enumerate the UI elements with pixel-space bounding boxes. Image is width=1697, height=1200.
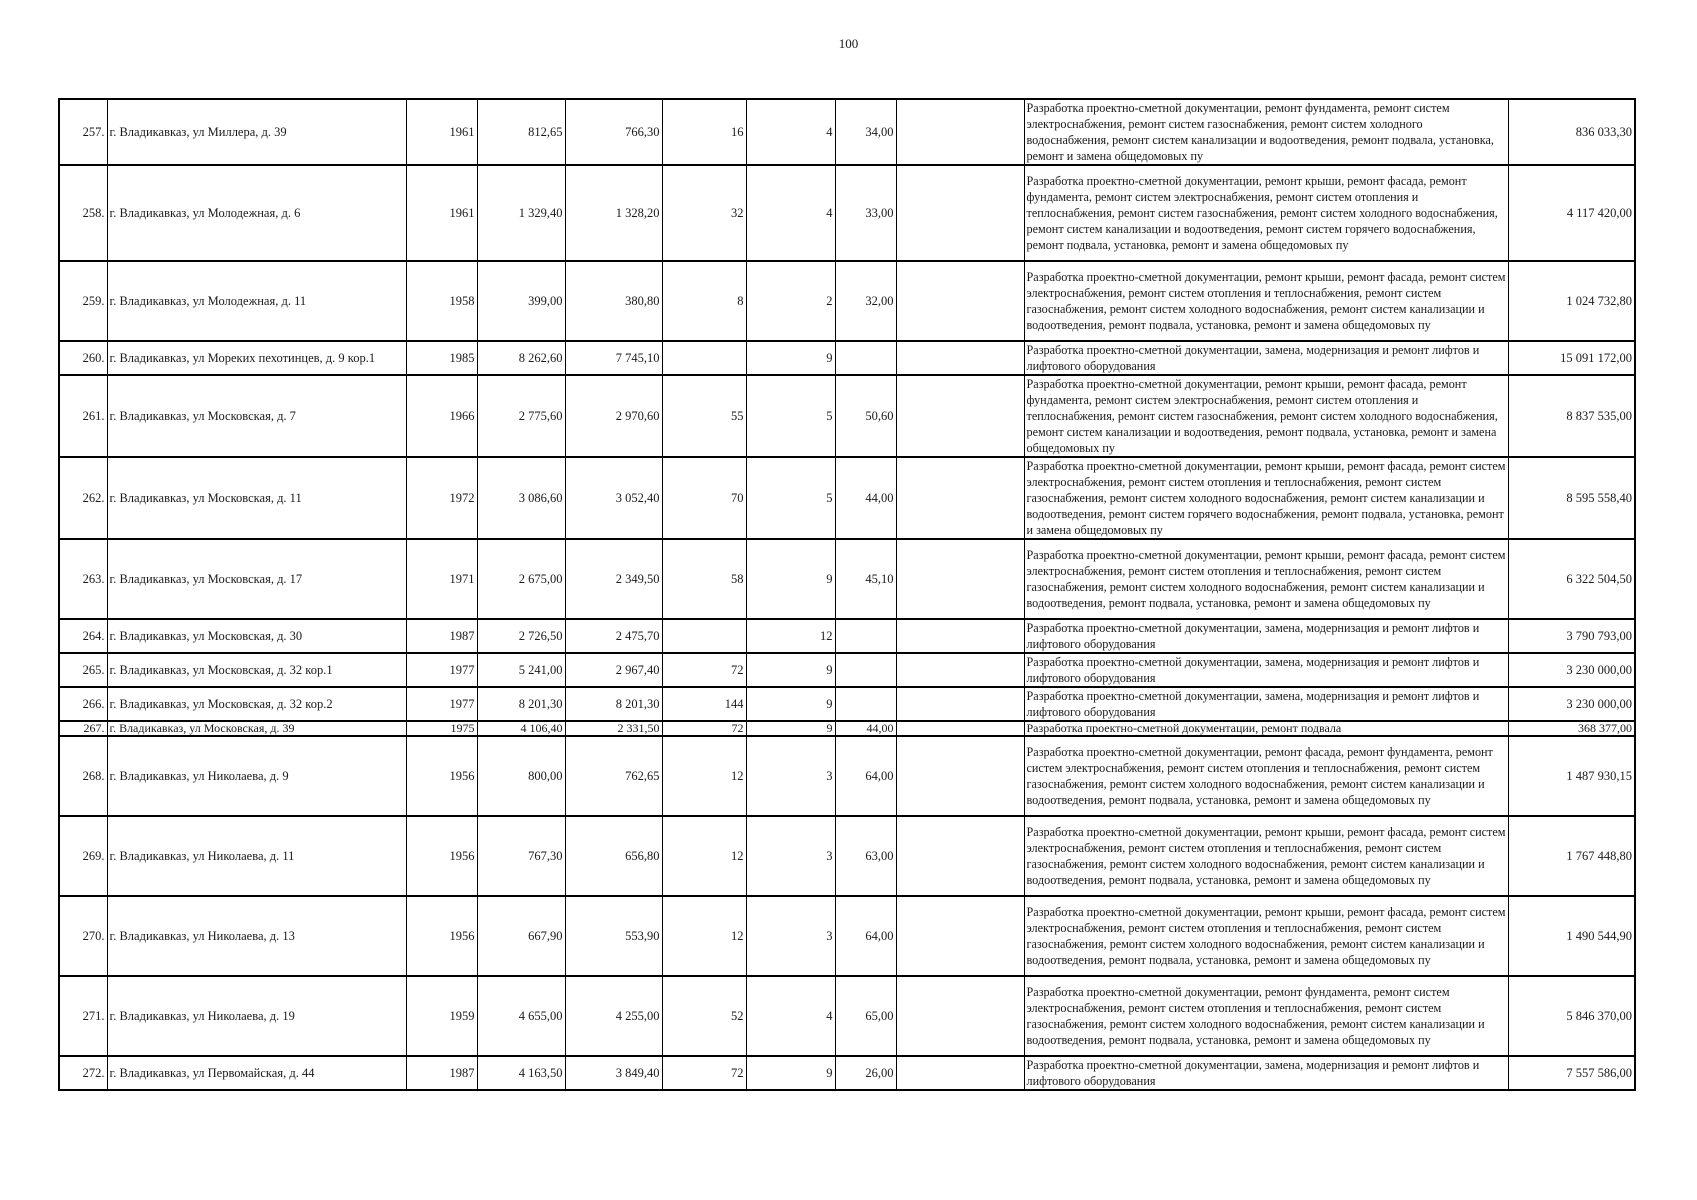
housing-repair-table: [58, 98, 1636, 1091]
floors-cell: 9: [746, 687, 835, 721]
extra-cell: [896, 976, 1024, 1056]
address-cell: г. Владикавказ, ул Московская, д. 39: [107, 721, 406, 736]
wear-cell: [835, 341, 896, 375]
wear-cell: [835, 653, 896, 687]
extra-cell: [896, 721, 1024, 736]
cost-cell: 1 767 448,80: [1508, 816, 1635, 896]
row-number: 265.: [59, 653, 107, 687]
floors-cell: 4: [746, 976, 835, 1056]
floors-cell: 9: [746, 1056, 835, 1090]
year-cell: 1977: [406, 687, 477, 721]
total-area-cell: 8 262,60: [477, 341, 565, 375]
cost-cell: 7 557 586,00: [1508, 1056, 1635, 1090]
wear-cell: 44,00: [835, 457, 896, 539]
floors-cell: 9: [746, 721, 835, 736]
extra-cell: [896, 619, 1024, 653]
total-area-cell: 2 775,60: [477, 375, 565, 457]
year-cell: 1966: [406, 375, 477, 457]
extra-cell: [896, 736, 1024, 816]
row-number: 269.: [59, 816, 107, 896]
works-cell: Разработка проектно-сметной документации, ремонт крыши, ремонт фасада, ремонт систем электроснабжения, ремонт систем отопления и теплоснабжения, ремонт систем газоснабжения, ремонт систем холодного водоснабжения, ремонт систем канализации и водоотведения, ремонт подвала, установка, ремонт и замена общедомовых пу: [1024, 896, 1508, 976]
address-cell: г. Владикавказ, ул Николаева, д. 9: [107, 736, 406, 816]
row-number: 262.: [59, 457, 107, 539]
extra-cell: [896, 165, 1024, 261]
floors-cell: 3: [746, 816, 835, 896]
row-number: 267.: [59, 721, 107, 736]
total-area-cell: 767,30: [477, 816, 565, 896]
works-cell: Разработка проектно-сметной документации, замена, модернизация и ремонт лифтов и лифтового оборудования: [1024, 619, 1508, 653]
row-number: 257.: [59, 99, 107, 165]
living-area-cell: 553,90: [565, 896, 662, 976]
year-cell: 1961: [406, 165, 477, 261]
total-area-cell: 812,65: [477, 99, 565, 165]
residents-cell: 16: [662, 99, 746, 165]
floors-cell: 3: [746, 896, 835, 976]
extra-cell: [896, 1056, 1024, 1090]
works-cell: Разработка проектно-сметной документации, ремонт фундамента, ремонт систем электроснабжения, ремонт систем отопления и теплоснабжения, ремонт систем газоснабжения, ремонт систем холодного водоснабжения, ремонт систем канализации и водоотведения, ремонт подвала, установка, ремонт и замена общедомовых пу: [1024, 976, 1508, 1056]
residents-cell: 70: [662, 457, 746, 539]
floors-cell: 5: [746, 375, 835, 457]
year-cell: 1971: [406, 539, 477, 619]
wear-cell: 26,00: [835, 1056, 896, 1090]
residents-cell: 144: [662, 687, 746, 721]
cost-cell: 8 837 535,00: [1508, 375, 1635, 457]
works-cell: Разработка проектно-сметной документации, ремонт крыши, ремонт фасада, ремонт фундамента, ремонт систем электроснабжения, ремонт систем отопления и теплоснабжения, ремонт систем газоснабжения, ремонт систем холодного водоснабжения, ремонт систем канализации и водоотведения, ремонт систем горячего водоснабжения, ремонт подвала, установка, ремонт и замена общедомовых пу: [1024, 165, 1508, 261]
row-number: 260.: [59, 341, 107, 375]
wear-cell: 64,00: [835, 736, 896, 816]
table-row: [59, 457, 1635, 539]
table-row: [59, 816, 1635, 896]
total-area-cell: 399,00: [477, 261, 565, 341]
row-number: 271.: [59, 976, 107, 1056]
living-area-cell: 2 331,50: [565, 721, 662, 736]
residents-cell: 72: [662, 721, 746, 736]
table-row: [59, 619, 1635, 653]
living-area-cell: 766,30: [565, 99, 662, 165]
wear-cell: 50,60: [835, 375, 896, 457]
works-cell: Разработка проектно-сметной документации, ремонт крыши, ремонт фасада, ремонт систем электроснабжения, ремонт систем отопления и теплоснабжения, ремонт систем газоснабжения, ремонт систем холодного водоснабжения, ремонт систем канализации и водоотведения, ремонт подвала, установка, ремонт и замена общедомовых пу: [1024, 816, 1508, 896]
year-cell: 1959: [406, 976, 477, 1056]
address-cell: г. Владикавказ, ул Молодежная, д. 6: [107, 165, 406, 261]
row-number: 272.: [59, 1056, 107, 1090]
table-row: [59, 165, 1635, 261]
address-cell: г. Владикавказ, ул Николаева, д. 19: [107, 976, 406, 1056]
table-row: [59, 375, 1635, 457]
residents-cell: 58: [662, 539, 746, 619]
floors-cell: 12: [746, 619, 835, 653]
total-area-cell: 800,00: [477, 736, 565, 816]
total-area-cell: 1 329,40: [477, 165, 565, 261]
extra-cell: [896, 896, 1024, 976]
total-area-cell: 4 163,50: [477, 1056, 565, 1090]
residents-cell: 52: [662, 976, 746, 1056]
total-area-cell: 2 726,50: [477, 619, 565, 653]
wear-cell: 65,00: [835, 976, 896, 1056]
row-number: 259.: [59, 261, 107, 341]
wear-cell: 45,10: [835, 539, 896, 619]
table-row: [59, 721, 1635, 736]
living-area-cell: 4 255,00: [565, 976, 662, 1056]
living-area-cell: 3 052,40: [565, 457, 662, 539]
living-area-cell: 380,80: [565, 261, 662, 341]
works-cell: Разработка проектно-сметной документации, замена, модернизация и ремонт лифтов и лифтового оборудования: [1024, 1056, 1508, 1090]
address-cell: г. Владикавказ, ул Николаева, д. 13: [107, 896, 406, 976]
floors-cell: 2: [746, 261, 835, 341]
total-area-cell: 4 655,00: [477, 976, 565, 1056]
total-area-cell: 4 106,40: [477, 721, 565, 736]
table-body: [59, 99, 1635, 1090]
year-cell: 1958: [406, 261, 477, 341]
table-row: [59, 261, 1635, 341]
year-cell: 1956: [406, 736, 477, 816]
extra-cell: [896, 816, 1024, 896]
address-cell: г. Владикавказ, ул Московская, д. 32 кор.2: [107, 687, 406, 721]
address-cell: г. Владикавказ, ул Мореких пехотинцев, д. 9 кор.1: [107, 341, 406, 375]
cost-cell: 4 117 420,00: [1508, 165, 1635, 261]
wear-cell: 63,00: [835, 816, 896, 896]
works-cell: Разработка проектно-сметной документации, ремонт подвала: [1024, 721, 1508, 736]
living-area-cell: 2 349,50: [565, 539, 662, 619]
year-cell: 1985: [406, 341, 477, 375]
wear-cell: [835, 687, 896, 721]
year-cell: 1987: [406, 619, 477, 653]
works-cell: Разработка проектно-сметной документации, замена, модернизация и ремонт лифтов и лифтового оборудования: [1024, 341, 1508, 375]
wear-cell: 64,00: [835, 896, 896, 976]
year-cell: 1956: [406, 816, 477, 896]
extra-cell: [896, 687, 1024, 721]
total-area-cell: 2 675,00: [477, 539, 565, 619]
cost-cell: 1 487 930,15: [1508, 736, 1635, 816]
living-area-cell: 1 328,20: [565, 165, 662, 261]
works-cell: Разработка проектно-сметной документации, замена, модернизация и ремонт лифтов и лифтового оборудования: [1024, 687, 1508, 721]
works-cell: Разработка проектно-сметной документации, ремонт крыши, ремонт фасада, ремонт фундамента, ремонт систем электроснабжения, ремонт систем отопления и теплоснабжения, ремонт систем газоснабжения, ремонт систем холодного водоснабжения, ремонт систем канализации и водоотведения, ремонт подвала, установка, ремонт и замена общедомовых пу: [1024, 375, 1508, 457]
cost-cell: 3 230 000,00: [1508, 687, 1635, 721]
wear-cell: [835, 619, 896, 653]
residents-cell: [662, 341, 746, 375]
year-cell: 1987: [406, 1056, 477, 1090]
works-cell: Разработка проектно-сметной документации, замена, модернизация и ремонт лифтов и лифтового оборудования: [1024, 653, 1508, 687]
cost-cell: 5 846 370,00: [1508, 976, 1635, 1056]
cost-cell: 1 024 732,80: [1508, 261, 1635, 341]
page-number: 100: [838, 36, 859, 51]
row-number: 270.: [59, 896, 107, 976]
table-row: [59, 341, 1635, 375]
living-area-cell: 2 967,40: [565, 653, 662, 687]
address-cell: г. Владикавказ, ул Московская, д. 17: [107, 539, 406, 619]
wear-cell: 32,00: [835, 261, 896, 341]
extra-cell: [896, 457, 1024, 539]
cost-cell: 836 033,30: [1508, 99, 1635, 165]
cost-cell: 3 790 793,00: [1508, 619, 1635, 653]
extra-cell: [896, 261, 1024, 341]
extra-cell: [896, 341, 1024, 375]
address-cell: г. Владикавказ, ул Московская, д. 30: [107, 619, 406, 653]
residents-cell: 72: [662, 1056, 746, 1090]
table-row: [59, 736, 1635, 816]
residents-cell: 32: [662, 165, 746, 261]
extra-cell: [896, 99, 1024, 165]
year-cell: 1977: [406, 653, 477, 687]
residents-cell: 12: [662, 896, 746, 976]
address-cell: г. Владикавказ, ул Первомайская, д. 44: [107, 1056, 406, 1090]
row-number: 264.: [59, 619, 107, 653]
cost-cell: 8 595 558,40: [1508, 457, 1635, 539]
floors-cell: 3: [746, 736, 835, 816]
works-cell: Разработка проектно-сметной документации, ремонт фундамента, ремонт систем электроснабжения, ремонт систем газоснабжения, ремонт систем холодного водоснабжения, ремонт систем канализации и водоотведения, ремонт подвала, установка, ремонт и замена общедомовых пу: [1024, 99, 1508, 165]
year-cell: 1972: [406, 457, 477, 539]
living-area-cell: 762,65: [565, 736, 662, 816]
total-area-cell: 8 201,30: [477, 687, 565, 721]
table-row: [59, 653, 1635, 687]
row-number: 263.: [59, 539, 107, 619]
wear-cell: 34,00: [835, 99, 896, 165]
address-cell: г. Владикавказ, ул Молодежная, д. 11: [107, 261, 406, 341]
year-cell: 1975: [406, 721, 477, 736]
living-area-cell: 3 849,40: [565, 1056, 662, 1090]
address-cell: г. Владикавказ, ул Московская, д. 11: [107, 457, 406, 539]
table-row: [59, 1056, 1635, 1090]
living-area-cell: 2 970,60: [565, 375, 662, 457]
table-row: [59, 539, 1635, 619]
extra-cell: [896, 375, 1024, 457]
floors-cell: 9: [746, 341, 835, 375]
wear-cell: 44,00: [835, 721, 896, 736]
works-cell: Разработка проектно-сметной документации, ремонт крыши, ремонт фасада, ремонт систем электроснабжения, ремонт систем отопления и теплоснабжения, ремонт систем газоснабжения, ремонт систем холодного водоснабжения, ремонт систем канализации и водоотведения, ремонт систем горячего водоснабжения, ремонт подвала, установка, ремонт и замена общедомовых пу: [1024, 457, 1508, 539]
address-cell: г. Владикавказ, ул Московская, д. 32 кор.1: [107, 653, 406, 687]
table-row: [59, 99, 1635, 165]
total-area-cell: 667,90: [477, 896, 565, 976]
row-number: 266.: [59, 687, 107, 721]
residents-cell: 8: [662, 261, 746, 341]
floors-cell: 9: [746, 653, 835, 687]
floors-cell: 5: [746, 457, 835, 539]
living-area-cell: 656,80: [565, 816, 662, 896]
residents-cell: 12: [662, 816, 746, 896]
row-number: 268.: [59, 736, 107, 816]
extra-cell: [896, 539, 1024, 619]
address-cell: г. Владикавказ, ул Николаева, д. 11: [107, 816, 406, 896]
residents-cell: [662, 619, 746, 653]
table-row: [59, 896, 1635, 976]
living-area-cell: 7 745,10: [565, 341, 662, 375]
address-cell: г. Владикавказ, ул Миллера, д. 39: [107, 99, 406, 165]
year-cell: 1961: [406, 99, 477, 165]
table-row: [59, 976, 1635, 1056]
cost-cell: 3 230 000,00: [1508, 653, 1635, 687]
living-area-cell: 2 475,70: [565, 619, 662, 653]
residents-cell: 72: [662, 653, 746, 687]
extra-cell: [896, 653, 1024, 687]
residents-cell: 12: [662, 736, 746, 816]
works-cell: Разработка проектно-сметной документации, ремонт фасада, ремонт фундамента, ремонт систем электроснабжения, ремонт систем отопления и теплоснабжения, ремонт систем газоснабжения, ремонт систем холодного водоснабжения, ремонт систем канализации и водоотведения, ремонт подвала, установка, ремонт и замена общедомовых пу: [1024, 736, 1508, 816]
cost-cell: 368 377,00: [1508, 721, 1635, 736]
cost-cell: 6 322 504,50: [1508, 539, 1635, 619]
floors-cell: 4: [746, 99, 835, 165]
floors-cell: 9: [746, 539, 835, 619]
year-cell: 1956: [406, 896, 477, 976]
residents-cell: 55: [662, 375, 746, 457]
works-cell: Разработка проектно-сметной документации, ремонт крыши, ремонт фасада, ремонт систем электроснабжения, ремонт систем отопления и теплоснабжения, ремонт систем газоснабжения, ремонт систем холодного водоснабжения, ремонт систем канализации и водоотведения, ремонт подвала, установка, ремонт и замена общедомовых пу: [1024, 539, 1508, 619]
living-area-cell: 8 201,30: [565, 687, 662, 721]
cost-cell: 1 490 544,90: [1508, 896, 1635, 976]
works-cell: Разработка проектно-сметной документации, ремонт крыши, ремонт фасада, ремонт систем электроснабжения, ремонт систем отопления и теплоснабжения, ремонт систем газоснабжения, ремонт систем холодного водоснабжения, ремонт систем канализации и водоотведения, ремонт подвала, установка, ремонт и замена общедомовых пу: [1024, 261, 1508, 341]
total-area-cell: 3 086,60: [477, 457, 565, 539]
row-number: 258.: [59, 165, 107, 261]
total-area-cell: 5 241,00: [477, 653, 565, 687]
floors-cell: 4: [746, 165, 835, 261]
cost-cell: 15 091 172,00: [1508, 341, 1635, 375]
row-number: 261.: [59, 375, 107, 457]
address-cell: г. Владикавказ, ул Московская, д. 7: [107, 375, 406, 457]
wear-cell: 33,00: [835, 165, 896, 261]
table-row: [59, 687, 1635, 721]
